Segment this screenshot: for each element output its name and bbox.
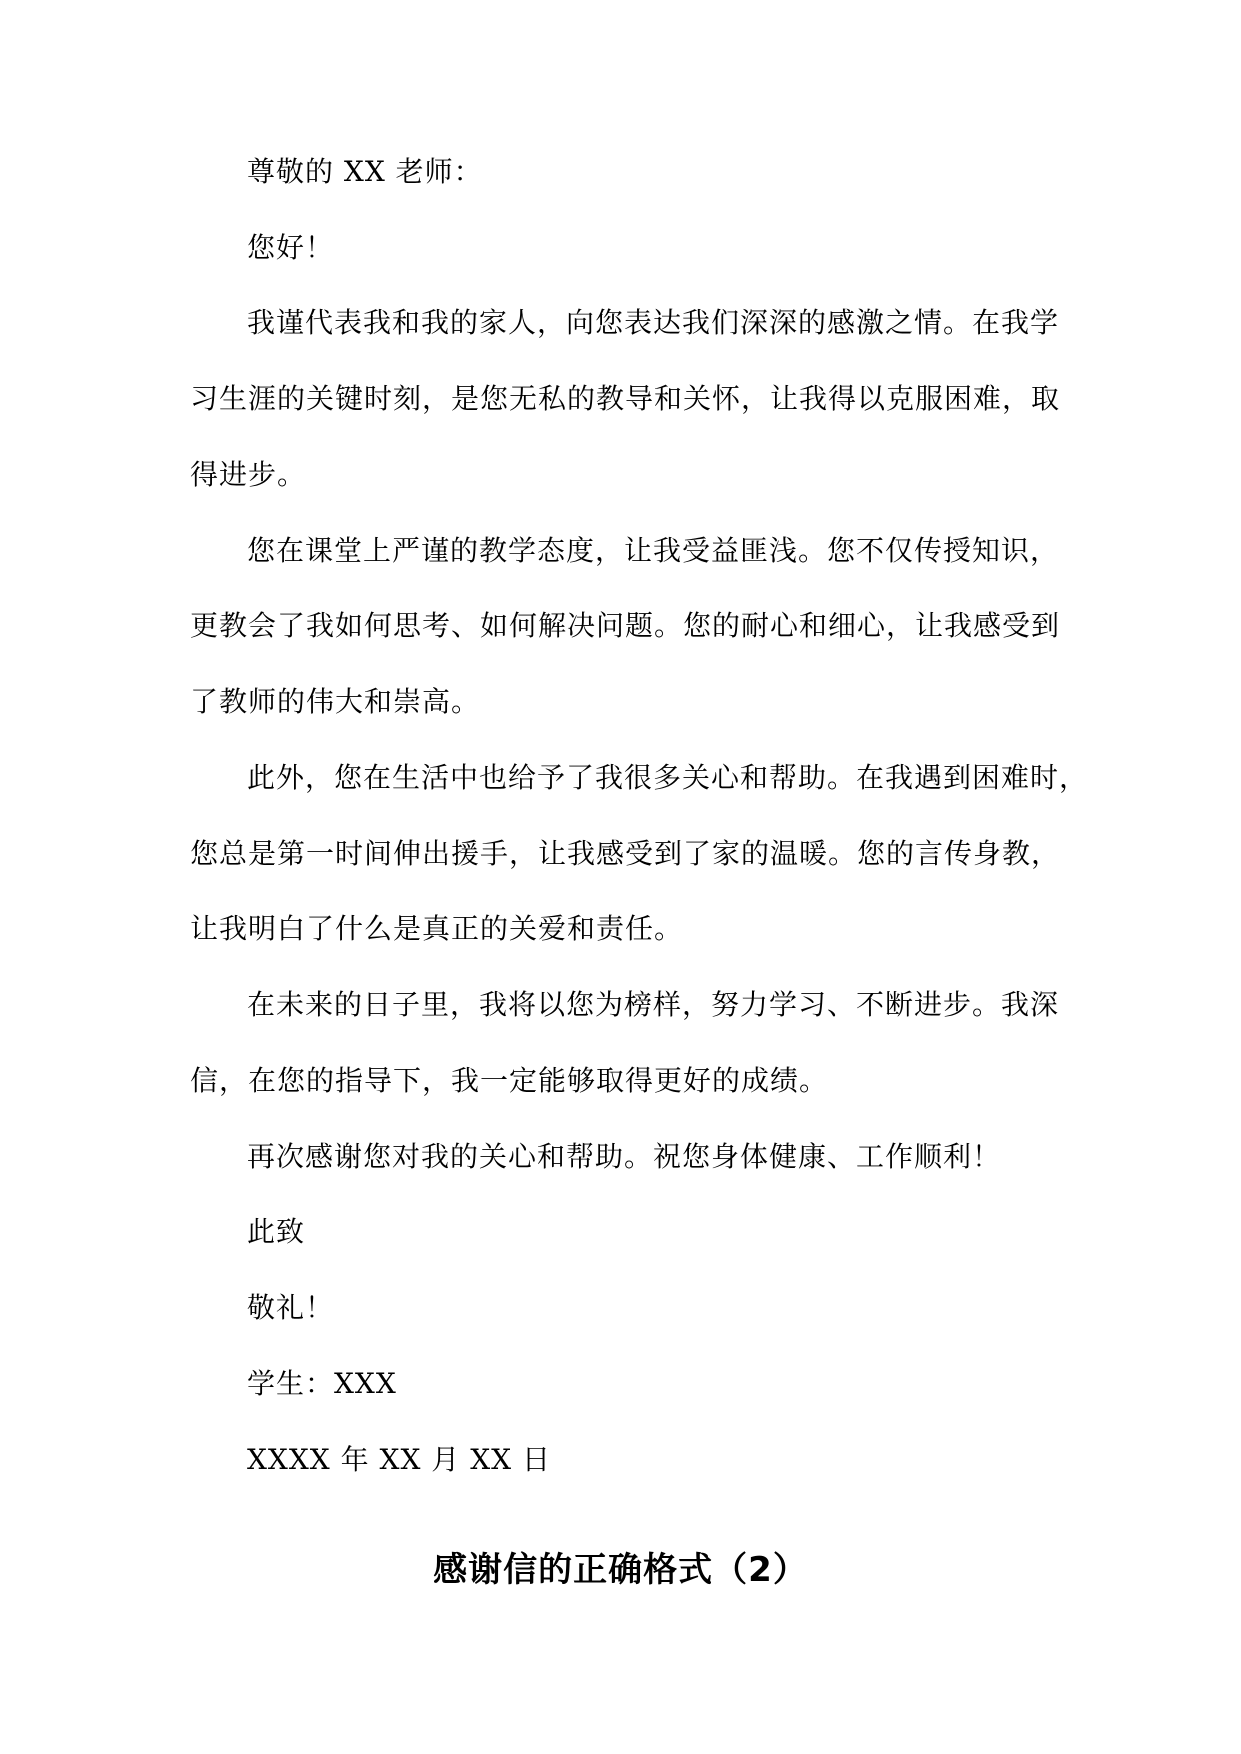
paragraph-2-line-2: 更教会了我如何思考、如何解决问题。您的耐心和细心，让我感受到 xyxy=(190,609,1061,642)
signature: 学生：XXX xyxy=(247,1367,397,1400)
paragraph-1-line-3: 得进步。 xyxy=(190,458,307,491)
paragraph-1-line-2: 习生涯的关键时刻，是您无私的教导和关怀，让我得以克服困难，取 xyxy=(190,382,1061,415)
paragraph-3-line-3: 让我明白了什么是真正的关爱和责任。 xyxy=(190,912,684,945)
closing-cizhi: 此致 xyxy=(247,1215,306,1248)
date: XXXX 年 XX 月 XX 日 xyxy=(247,1443,551,1476)
paragraph-2-line-3: 了教师的伟大和崇高。 xyxy=(190,685,481,718)
greeting: 您好！ xyxy=(247,231,335,264)
paragraph-1-line-1: 我谨代表我和我的家人，向您表达我们深深的感激之情。在我学 xyxy=(247,306,1060,339)
paragraph-3-line-2: 您总是第一时间伸出援手，让我感受到了家的温暖。您的言传身教， xyxy=(190,837,1061,870)
salutation: 尊敬的 XX 老师： xyxy=(247,155,483,188)
paragraph-5: 再次感谢您对我的关心和帮助。祝您身体健康、工作顺利！ xyxy=(247,1140,1002,1173)
paragraph-4-line-2: 信，在您的指导下，我一定能够取得更好的成绩。 xyxy=(190,1064,829,1097)
paragraph-3-line-1: 此外，您在生活中也给予了我很多关心和帮助。在我遇到困难时， xyxy=(247,761,1089,794)
paragraph-4-line-1: 在未来的日子里，我将以您为榜样，努力学习、不断进步。我深 xyxy=(247,988,1060,1021)
paragraph-2-line-1: 您在课堂上严谨的教学态度，让我受益匪浅。您不仅传授知识， xyxy=(247,534,1060,567)
next-section-title: 感谢信的正确格式（2） xyxy=(433,1550,808,1590)
closing-jingli: 敬礼！ xyxy=(247,1291,335,1324)
